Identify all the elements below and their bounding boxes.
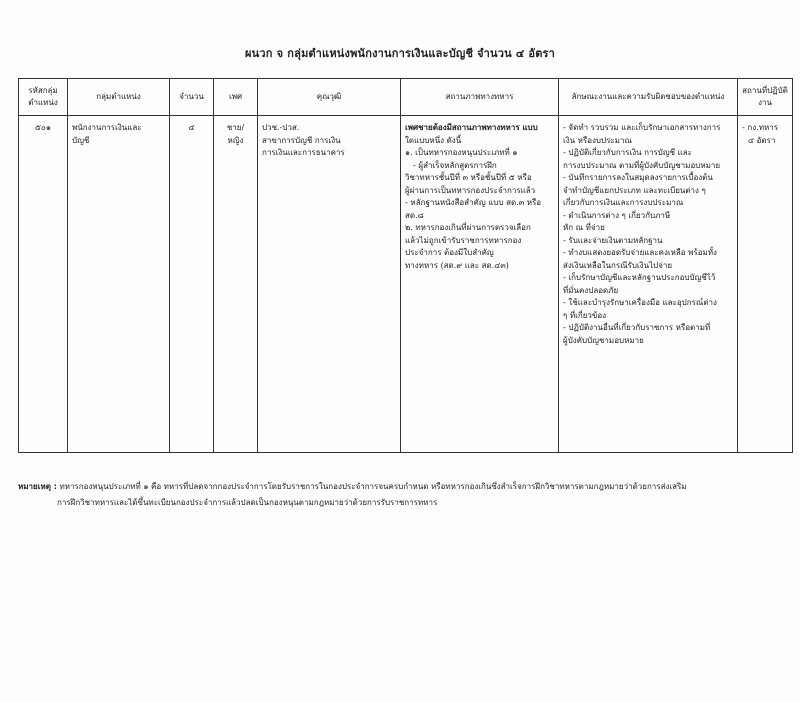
cell-code: ๕๐๑ bbox=[19, 116, 68, 453]
header-military-status: สถานภาพทางทหาร bbox=[401, 79, 559, 116]
position-table bbox=[18, 78, 793, 453]
cell-qualification bbox=[258, 116, 401, 453]
group-line: บัญชี bbox=[72, 135, 90, 145]
sex-line: ชาย/ bbox=[226, 123, 245, 132]
cell-military-status bbox=[401, 116, 559, 453]
cell-location bbox=[738, 116, 793, 453]
duty-line: การงบประมาณ ตามที่ผู้บังคับบัญชามอบหมาย bbox=[563, 160, 721, 170]
qualification-line: ปวช.-ปวส. bbox=[262, 123, 300, 132]
duty-line: ผู้บังคับบัญชามอบหมาย bbox=[563, 335, 644, 345]
military-lead-line: เพศชายต้องมีสถานภาพทางทหาร แบบ bbox=[405, 123, 538, 132]
duty-line: - รับและจ่ายเงินตามหลักฐาน bbox=[563, 235, 663, 245]
location-line: - กง.ทหาร bbox=[742, 123, 779, 132]
military-line: สด.๘ bbox=[405, 210, 424, 220]
duty-line: - ใช้และบำรุงรักษาเครื่องมือ และอุปกรณ์ต่าง bbox=[563, 298, 717, 307]
group-line: พนักงานการเงินและ bbox=[72, 123, 142, 132]
header-group: กลุ่มตำแหน่ง bbox=[68, 79, 170, 116]
footnote bbox=[18, 479, 792, 511]
duty-line: - ดำเนินการต่าง ๆ เกี่ยวกับภาษี bbox=[563, 210, 671, 220]
military-line: ประจำการ ต้องมีใบสำคัญ bbox=[405, 248, 494, 257]
duty-line: ๆ ที่เกี่ยวข้อง bbox=[563, 310, 607, 320]
duty-line: - ทำงบแสดงยอดรับจ่ายและคงเหลือ พร้อมทั้ง bbox=[563, 248, 717, 257]
qualification-line: สาขาการบัญชี การเงิน bbox=[262, 135, 341, 145]
header-location: สถานที่ปฏิบัติงาน bbox=[738, 79, 793, 116]
location-line: ๔ อัตรา bbox=[748, 135, 776, 145]
header-code: รหัสกลุ่มตำแหน่ง bbox=[19, 79, 68, 116]
military-line: - หลักฐานหนังสือสำคัญ แบบ สด.๓ หรือ bbox=[405, 198, 542, 207]
header-duties: ลักษณะงานและความรับผิดชอบของตำแหน่ง bbox=[559, 79, 738, 116]
cell-count: ๔ bbox=[170, 116, 214, 453]
military-line: ๑. เป็นทหารกองหนุนประเภทที่ ๑ bbox=[405, 148, 518, 157]
qualification-line: การเงินและการธนาคาร bbox=[262, 148, 345, 157]
military-line: ผู้ผ่านการเป็นทหารกองประจำการแล้ว bbox=[405, 185, 536, 195]
header-sex: เพศ bbox=[214, 79, 258, 116]
header-count: จำนวน bbox=[170, 79, 214, 116]
military-lead-line: ใดแบบหนึ่ง ดังนี้ bbox=[405, 135, 462, 145]
footnote-label: หมายเหตุ : bbox=[18, 482, 57, 491]
military-line: ๒. ทหารกองเกินที่ผ่านการตรวจเลือก bbox=[405, 223, 531, 232]
sex-line: หญิง bbox=[227, 135, 244, 145]
duty-line: - ปฏิบัติงานอื่นที่เกี่ยวกับราชการ หรือตามที่ bbox=[563, 323, 711, 332]
duty-line: - จัดทำ รวบรวม และเก็บรักษาเอกสารทางการ bbox=[563, 123, 721, 132]
header-qualification: คุณวุฒิ bbox=[258, 79, 401, 116]
footnote-line: ทหารกองหนุนประเภทที่ ๑ คือ ทหารที่ปลดจากกองประจำการโดยรับราชการในกองประจำการจนครบกำหนด หรือทหารกองเกินซึ่งสำเร็จการฝึกวิชาทหารตามกฎหมายว่าด้วยการส่งเสริม bbox=[59, 482, 687, 491]
table-header-row bbox=[19, 79, 793, 116]
military-line: แล้วไม่ถูกเข้ารับราชการทหารกอง bbox=[405, 235, 522, 245]
cell-duties bbox=[559, 116, 738, 453]
page-title: ผนวก จ กลุ่มตำแหน่งพนักงานการเงินและบัญชี จำนวน ๔ อัตรา bbox=[244, 47, 556, 60]
table-row bbox=[19, 116, 793, 453]
duty-line: หัก ณ ที่จ่าย bbox=[563, 223, 605, 232]
military-line: - ผู้สำเร็จหลักสูตรการฝึก bbox=[413, 160, 497, 170]
footnote-line: การฝึกวิชาทหารและได้ขึ้นทะเบียนกองประจำการแล้วปลดเป็นกองหนุนตามกฎหมายว่าด้วยการรับราชการทหาร bbox=[57, 498, 438, 507]
duty-line: - เก็บรักษาบัญชีและหลักฐานประกอบบัญชีไว้ bbox=[563, 273, 716, 282]
duty-line: เกี่ยวกับการเงินและการงบประมาณ bbox=[563, 198, 684, 207]
cell-group bbox=[68, 116, 170, 453]
duty-line: - ปฏิบัติเกี่ยวกับการเงิน การบัญชี และ bbox=[563, 148, 692, 157]
military-line: วิชาทหารชั้นปีที่ ๓ หรือชั้นปีที่ ๕ หรือ bbox=[405, 173, 532, 182]
cell-sex bbox=[214, 116, 258, 453]
duty-line: ที่มั่นคงปลอดภัย bbox=[563, 285, 619, 295]
military-line: ทางทหาร (สด.๙ และ สด.๔๓) bbox=[405, 260, 509, 270]
duty-line: ส่งเงินเหลือในกรณีรับเงินไปจ่าย bbox=[563, 260, 673, 270]
duty-line: เงิน หรืองบประมาณ bbox=[563, 135, 632, 145]
duty-line: จำทำบัญชีแยกประเภท และทะเบียนต่าง ๆ bbox=[563, 185, 706, 195]
duty-line: - บันทึกรายการลงในสมุดลงรายการเบื้องต้น bbox=[563, 173, 713, 182]
